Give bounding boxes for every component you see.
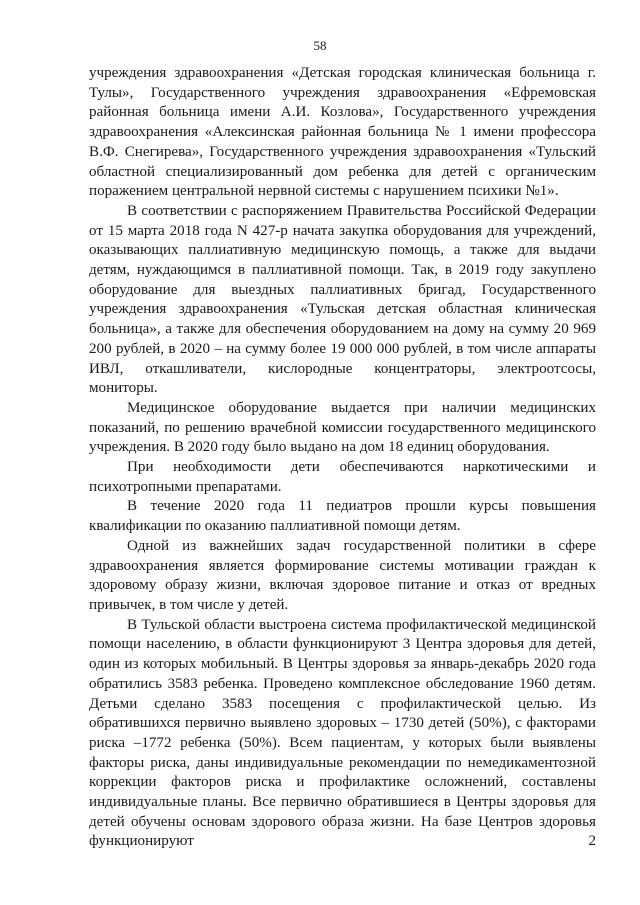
paragraph-equipment-issuance: Медицинское оборудование выдается при наличии медицинских показаний, по решению врачебной комиссии государственного медицинского учреждения. В 2020 году было выдано на дом 18 единиц оборудования. — [89, 399, 596, 456]
body-text — [89, 64, 596, 852]
paragraph-healthy-lifestyle: Одной из важнейших задач государственной политики в сфере здравоохранения является формирование системы мотивации граждан к здоровому образу жизни, включая здоровое питание и отказ от вредных привычек, в том числе у детей. — [89, 537, 596, 613]
paragraph-equipment-procurement: В соответствии с распоряжением Правительства Российской Федерации от 15 марта 2018 года N 427-р начата закупка оборудования для учреждений, оказывающих паллиативную медицинскую помощь, а также для выдачи детям, нуждающимся в паллиативной помощи. Так, в 2019 году закуплено оборудование для выездных паллиативных бригад, Государственного учреждения здравоохранения «Тульская детская областная клиническая больница», а также для обеспечения оборудованием на дому на сумму 20 969 200 рублей, в 2020 – на сумму более 19 000 000 рублей, в том числе аппараты ИВЛ, откашливатели, кислородные концентраторы, электроотсосы, мониторы. — [89, 202, 596, 397]
paragraph-drug-provision: При необходимости дети обеспечиваются наркотическими и психотропными препаратами. — [89, 459, 596, 495]
paragraph-hospitals-continuation: учреждения здравоохранения «Детская городская клиническая больница г. Тулы», Государственного учреждения здравоохранения «Ефремовская районная больница имени А.И. Козлова», Государственного учреждения здравоохранения «Алексинская районная больница № 1 имени профессора В.Ф. Снегирева», Государственного учреждения здравоохранения «Тульский областной специализированный дом ребенка для детей с органическим поражением центральной нервной системы с нарушением психики №1». — [89, 65, 596, 200]
page-number: 58 — [313, 38, 327, 53]
paragraph-health-centers: В Тульской области выстроена система профилактической медицинской помощи населению, в области функционируют 3 Центра здоровья для детей, один из которых мобильный. В Центры здоровья за январь-декабрь 2020 года обратились 3583 ребенка. Проведено комплексное обследование 1960 детям. Детьми сделано 3583 посещения с профилактической целью. Из обратившихся первично выявлено здоровых – 1730 детей (50%), с факторами риска –1772 ребенка (50%). Всем пациентам, у которых были выявлены факторы риска, даны индивидуальные рекомендации по немедикаментозной коррекции факторов риска и профилактике осложнений, составлены индивидуальные планы. Все первично обратившиеся в Центры здоровья для детей обучены основам здорового образа жизни. На базе Центров здоровья функционируют 2 — [89, 616, 596, 850]
paragraph-pediatrician-training: В течение 2020 года 11 педиатров прошли курсы повышения квалификации по оказанию паллиативной помощи детям. — [89, 498, 596, 535]
